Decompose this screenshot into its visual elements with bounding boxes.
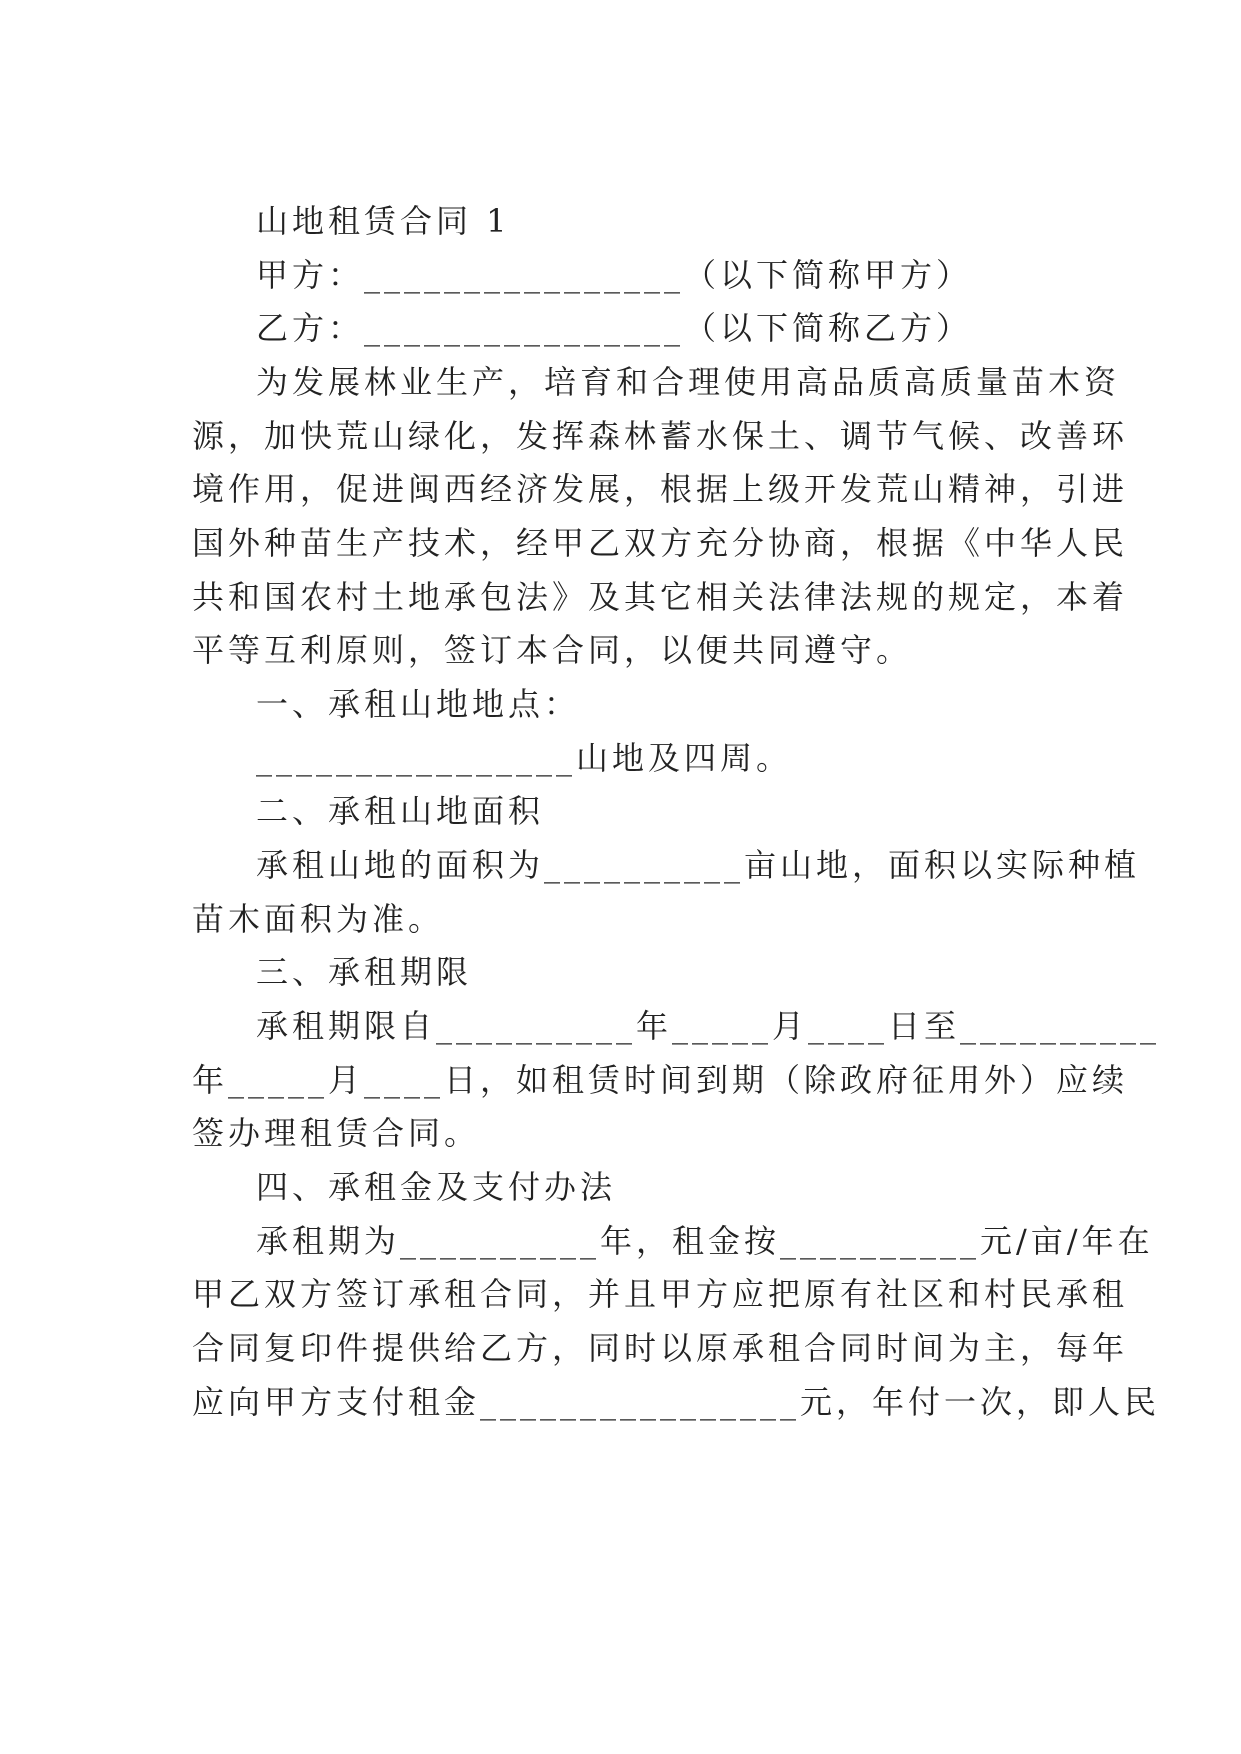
section-3-body-line: 年_____月____日，如租赁时间到期（除政府征用外）应续 xyxy=(192,1061,1129,1099)
section-2-body-line: 承租山地的面积为__________亩山地，面积以实际种植 xyxy=(256,846,1141,884)
preamble-line: 源，加快荒山绿化，发挥森林蓄水保土、调节气候、改善环 xyxy=(192,417,1129,455)
party-a-line: 甲方：________________（以下简称甲方） xyxy=(256,256,973,294)
document-title: 山地租赁合同 1 xyxy=(256,202,511,240)
section-2-body-line: 苗木面积为准。 xyxy=(192,900,445,938)
party-b-line: 乙方：________________（以下简称乙方） xyxy=(256,309,973,347)
section-4-body-line: 承租期为__________年，租金按__________元/亩/年在 xyxy=(256,1222,1154,1260)
section-4-body-line: 甲乙双方签订承租合同，并且甲方应把原有社区和村民承租 xyxy=(192,1275,1129,1313)
preamble-line: 境作用，促进闽西经济发展，根据上级开发荒山精神，引进 xyxy=(192,470,1129,508)
preamble-line: 共和国农村土地承包法》及其它相关法律法规的规定，本着 xyxy=(192,578,1129,616)
section-4-body-line: 合同复印件提供给乙方，同时以原承租合同时间为主，每年 xyxy=(192,1329,1129,1367)
section-4-body-line: 应向甲方支付租金________________元，年付一次，即人民 xyxy=(192,1383,1161,1421)
preamble-line: 为发展林业生产，培育和合理使用高品质高质量苗木资 xyxy=(256,363,1121,401)
section-1-heading: 一、承租山地地点： xyxy=(256,685,581,723)
section-3-heading: 三、承租期限 xyxy=(256,953,473,991)
section-3-body-line: 签办理租赁合同。 xyxy=(192,1114,481,1152)
section-4-heading: 四、承租金及支付办法 xyxy=(256,1168,617,1206)
section-2-heading: 二、承租山地面积 xyxy=(256,792,545,830)
preamble-line: 平等互利原则，签订本合同，以便共同遵守。 xyxy=(192,631,913,669)
section-3-body-line: 承租期限自__________年_____月____日至__________ xyxy=(256,1007,1161,1045)
section-1-body: ________________山地及四周。 xyxy=(256,739,793,777)
preamble-line: 国外种苗生产技术，经甲乙双方充分协商，根据《中华人民 xyxy=(192,524,1129,562)
